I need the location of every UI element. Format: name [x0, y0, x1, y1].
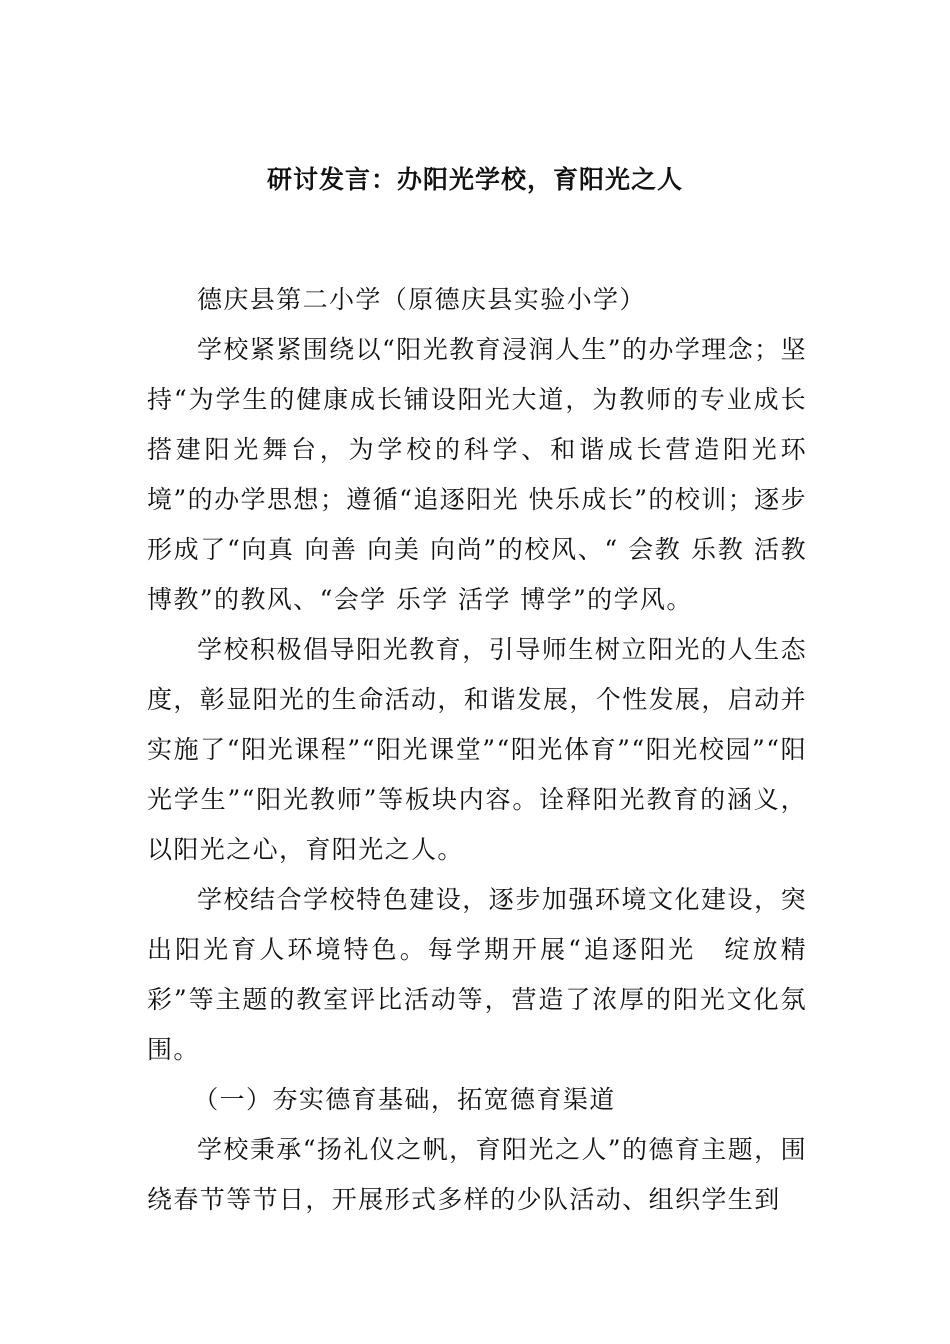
paragraph-sunshine-education: 学校积极倡导阳光教育，引导师生树立阳光的人生态度，彰显阳光的生命活动，和谐发展，个性发展，启动并实施了“阳光课程”“阳光课堂”“阳光体育”“阳光校园”“阳光学生”“阳光教师”等板块内容。诠释阳光教育的涵义，以阳光之心，育阳光之人。: [147, 635, 808, 864]
paragraph-school-name: 德庆县第二小学（原德庆县实验小学）: [197, 285, 646, 314]
document-body: [147, 275, 807, 1225]
section-heading-moral-education: （一）夯实德育基础，拓宽德育渠道: [193, 1085, 616, 1114]
paragraph-environment-culture: 学校结合学校特色建设，逐步加强环境文化建设，突出阳光育人环境特色。每学期开展“追逐阳光 绽放精彩”等主题的教室评比活动等，营造了浓厚的阳光文化氛围。: [147, 885, 807, 1064]
document-title: 研讨发言：办阳光学校，育阳光之人: [266, 165, 683, 194]
paragraph-philosophy: 学校紧紧围绕以“阳光教育浸润人生”的办学理念；坚持“为学生的健康成长铺设阳光大道，为教师的专业成长搭建阳光舞台，为学校的科学、和谐成长营造阳光环境”的办学思想；遵循“追逐阳光 快乐成长”的校训；逐步形成了“向真 向善 向美 向尚”的校风、“ 会教 乐教 活教 博教”的教风、“会学 乐学 活学 博学”的学风。: [147, 335, 807, 614]
paragraph-moral-education: 学校秉承“扬礼仪之帆，育阳光之人”的德育主题，围绕春节等节日，开展形式多样的少队活动、组织学生到: [147, 1135, 807, 1214]
